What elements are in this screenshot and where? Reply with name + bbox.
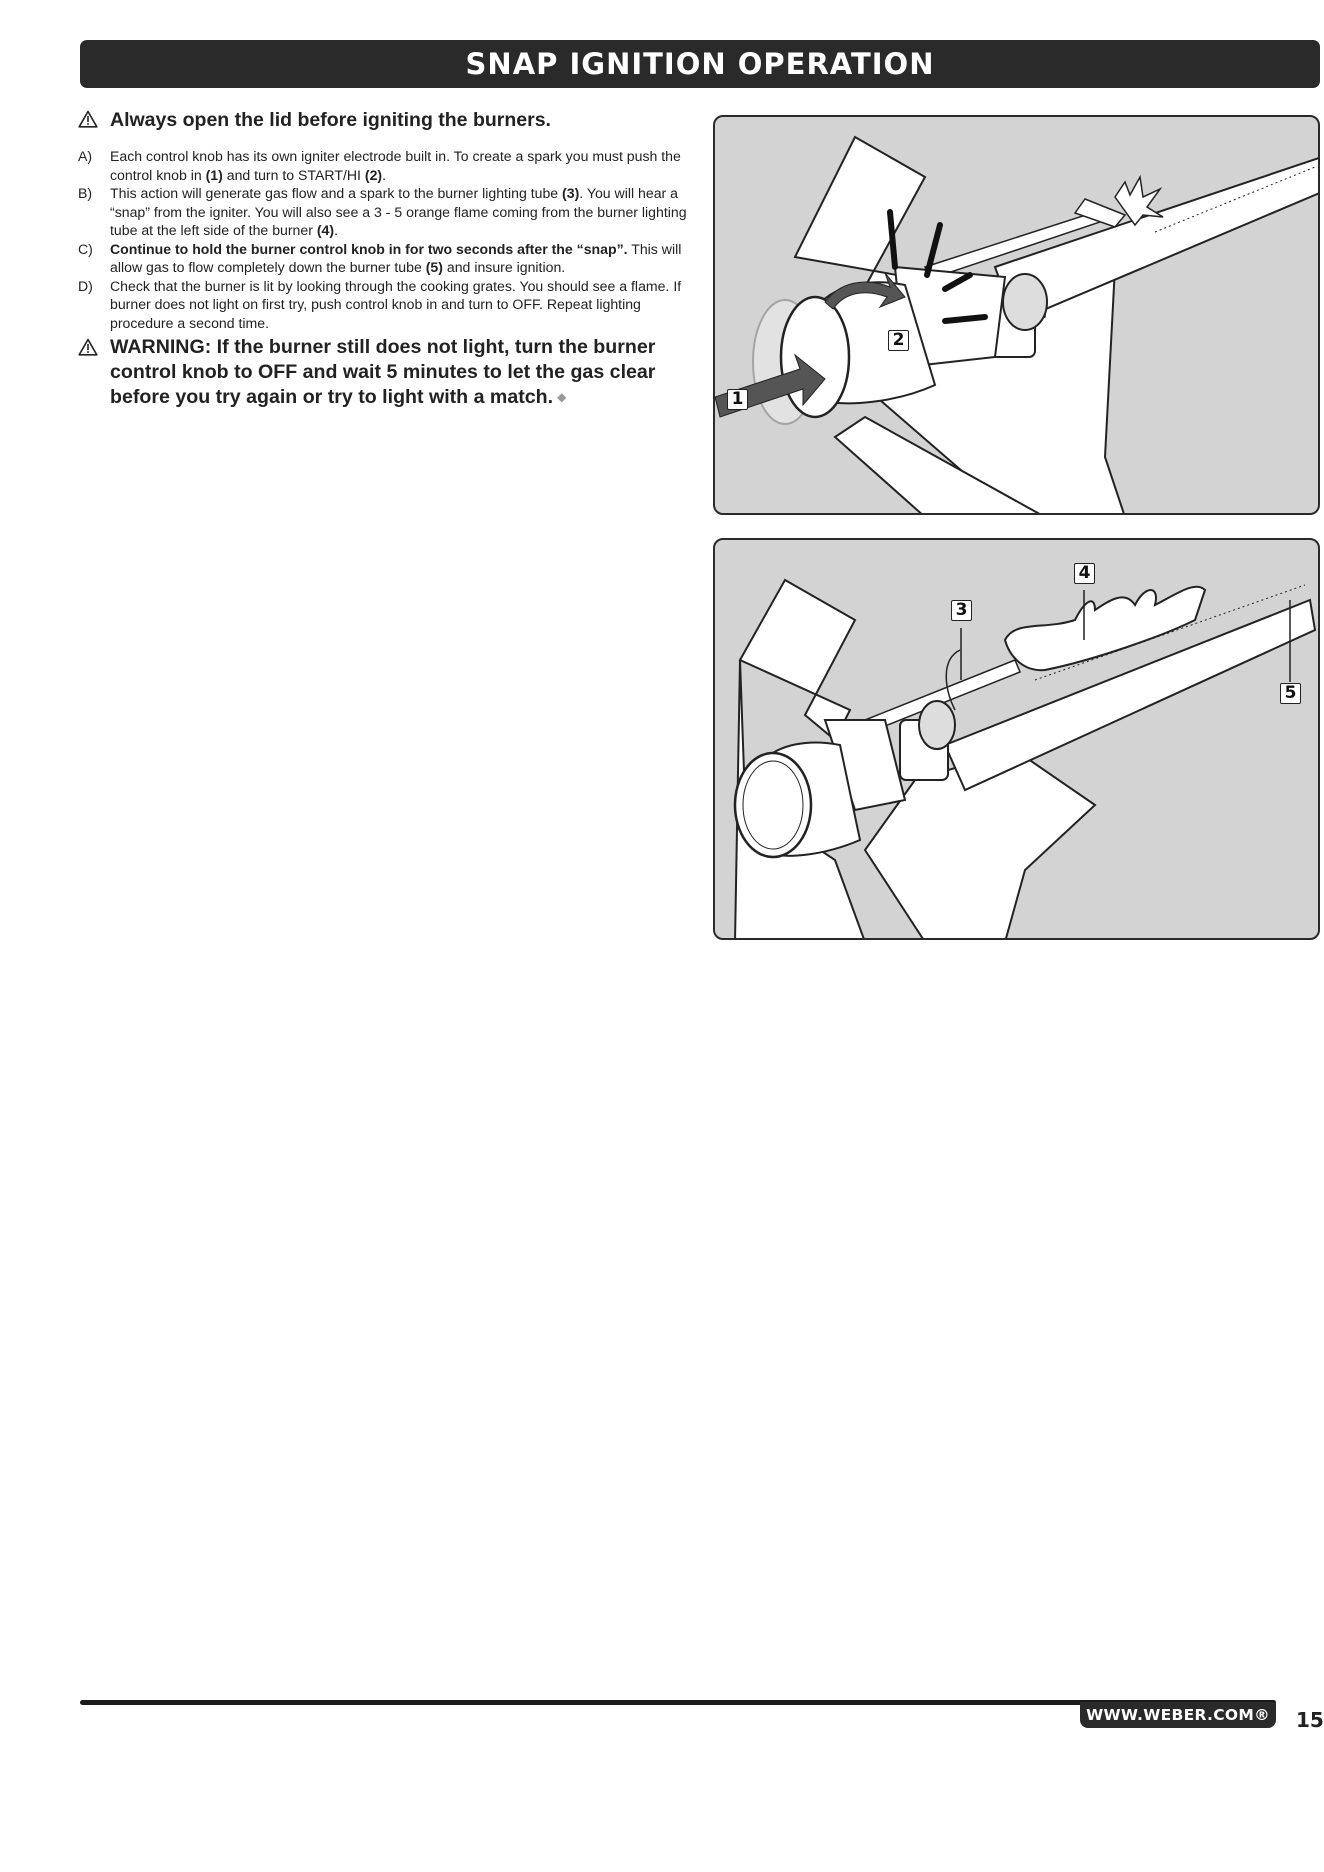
callout-3: 3 xyxy=(951,600,972,621)
warning-text xyxy=(110,335,693,410)
step-a xyxy=(78,147,693,184)
illustration-knob-igniter xyxy=(715,117,1320,515)
warning-text-body: WARNING: If the burner still does not light, turn the burner control knob to OFF and wait 5 minutes to let the gas clear before you try again or try to light with a match. xyxy=(110,336,656,408)
callout-ref: (5) xyxy=(425,259,443,275)
step-text-part: This action will generate gas flow and a spark to the burner lighting tube xyxy=(110,185,563,201)
callout-2: 2 xyxy=(888,330,909,351)
instructions-column xyxy=(78,110,693,410)
section-title-bar xyxy=(80,40,1320,88)
step-letter: C) xyxy=(78,240,93,257)
callout-5: 5 xyxy=(1280,683,1301,704)
step-c xyxy=(78,240,693,277)
caution-line xyxy=(78,110,693,133)
caution-text: Always open the lid before igniting the burners. xyxy=(110,109,551,131)
figure-push-turn-knob xyxy=(713,115,1320,515)
step-text-part: . xyxy=(382,166,387,183)
callout-ref: (2) xyxy=(364,166,383,183)
step-text xyxy=(110,184,693,240)
callout-ref: (3) xyxy=(562,185,580,201)
page-title: SNAP IGNITION OPERATION xyxy=(465,47,935,81)
step-text-part: and turn to START/HI xyxy=(222,166,365,183)
callout-4: 4 xyxy=(1074,563,1095,584)
website-tab xyxy=(1080,1702,1276,1728)
step-letter: D) xyxy=(78,277,93,294)
step-d xyxy=(78,277,693,333)
end-of-section-diamond: ◆ xyxy=(557,390,567,404)
steps-list xyxy=(78,147,693,332)
step-text-part: This will allow gas to flow completely down the burner tube xyxy=(110,240,682,275)
step-text xyxy=(110,147,693,184)
warning-triangle-icon xyxy=(78,110,100,130)
callout-ref: (1) xyxy=(205,166,223,183)
warning-block xyxy=(78,338,693,410)
step-text xyxy=(110,240,693,277)
step-emphasis: Continue to hold the burner control knob in for two seconds after the “snap”. xyxy=(110,240,628,257)
step-letter: B) xyxy=(78,185,93,201)
step-text: Check that the burner is lit by looking through the cooking grates. You should see a flame. If burner does not light on first try, push control knob in and turn to OFF. Repeat lighting procedure a second time. xyxy=(110,277,682,331)
website-url: WWW.WEBER.COM® xyxy=(1086,1706,1270,1724)
illustration-burner-flame xyxy=(715,540,1320,940)
page-number: 15 xyxy=(1296,1708,1324,1732)
warning-triangle-icon xyxy=(78,338,100,358)
callout-1: 1 xyxy=(727,389,748,410)
callout-ref: (4) xyxy=(316,222,335,238)
step-b xyxy=(78,184,693,240)
step-text-part: . You will hear a “snap” from the igniter. You will also see a 3 - 5 orange flame coming from the burner lighting tube at the left side of the burner xyxy=(110,185,687,238)
step-text-part: . xyxy=(334,222,338,238)
figure-burner-lit xyxy=(713,538,1320,940)
step-letter: A) xyxy=(78,148,93,164)
step-text-part: and insure ignition. xyxy=(442,259,566,275)
step-text-part: Each control knob has its own igniter electrode built in. To create a spark you must push the control knob in xyxy=(110,148,681,183)
